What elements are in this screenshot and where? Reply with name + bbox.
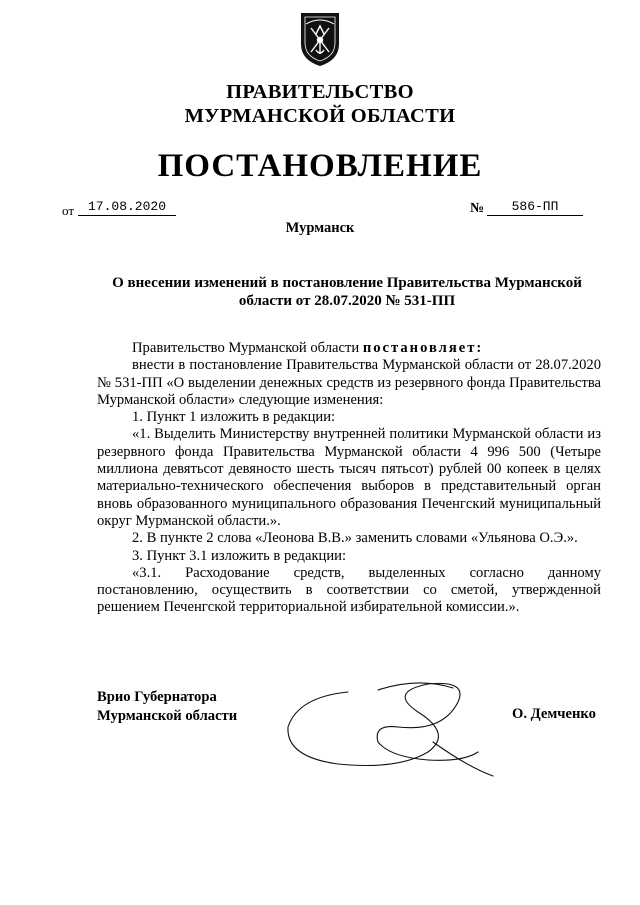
paragraph-3: «1. Выделить Министерству внутренней политики Мурманской области из резервного фонда Правительства Мурманской области 4 996 500 (Четыре миллиона девятьсот девяносто шесть тысяч пятьсот) рублей 00 копеек в целях материально-технического обеспечения выборов в представительный орган вновь образованного муниципального образования Печенгский муниципальный округ Мурманской области.».: [97, 426, 601, 529]
document-type-title: ПОСТАНОВЛЕНИЕ: [157, 148, 483, 184]
signatory-position: [97, 688, 237, 726]
document-body: [97, 340, 601, 617]
paragraph-4: 2. В пункте 2 слова «Леонова В.В.» заменить словами «Ульянова О.Э.».: [132, 530, 578, 547]
signatory-name: О. Демченко: [512, 706, 596, 722]
handwritten-signature: [278, 672, 506, 782]
paragraph-1: внести в постановление Правительства Мурманской области от 28.07.2020 № 531-ПП «О выделении денежных средств из резервного фонда Правительства Мурманской области» следующие изменения:: [97, 357, 601, 408]
intro-text: Правительство Мурманской области: [132, 340, 363, 356]
number-prefix: №: [470, 201, 485, 216]
coat-of-arms-icon: [296, 10, 344, 68]
document-date: 17.08.2020: [78, 199, 176, 216]
government-name-line2: МУРМАНСКОЙ ОБЛАСТИ: [184, 105, 456, 127]
document-subject: О внесении изменений в постановление Правительства Мурманской области от 28.07.2020 № 531-ПП: [112, 275, 582, 309]
city-name: Мурманск: [285, 220, 355, 236]
document-number: 586-ПП: [487, 199, 583, 216]
intro-paragraph: [97, 340, 601, 357]
position-line1: Врио Губернатора: [97, 689, 217, 705]
intro-verb: постановляет:: [362, 340, 484, 356]
paragraph-2: 1. Пункт 1 изложить в редакции:: [132, 409, 336, 426]
date-prefix: от: [62, 203, 75, 218]
government-name-line1: ПРАВИТЕЛЬСТВО: [226, 81, 414, 103]
position-line2: Мурманской области: [97, 708, 238, 724]
paragraph-6: «3.1. Расходование средств, выделенных согласно данному постановлению, осуществить в соответствии со сметой, утвержденной решением Печенгской территориальной избирательной комиссии.».: [97, 564, 601, 616]
paragraph-5: 3. Пункт 3.1 изложить в редакции:: [132, 547, 347, 564]
